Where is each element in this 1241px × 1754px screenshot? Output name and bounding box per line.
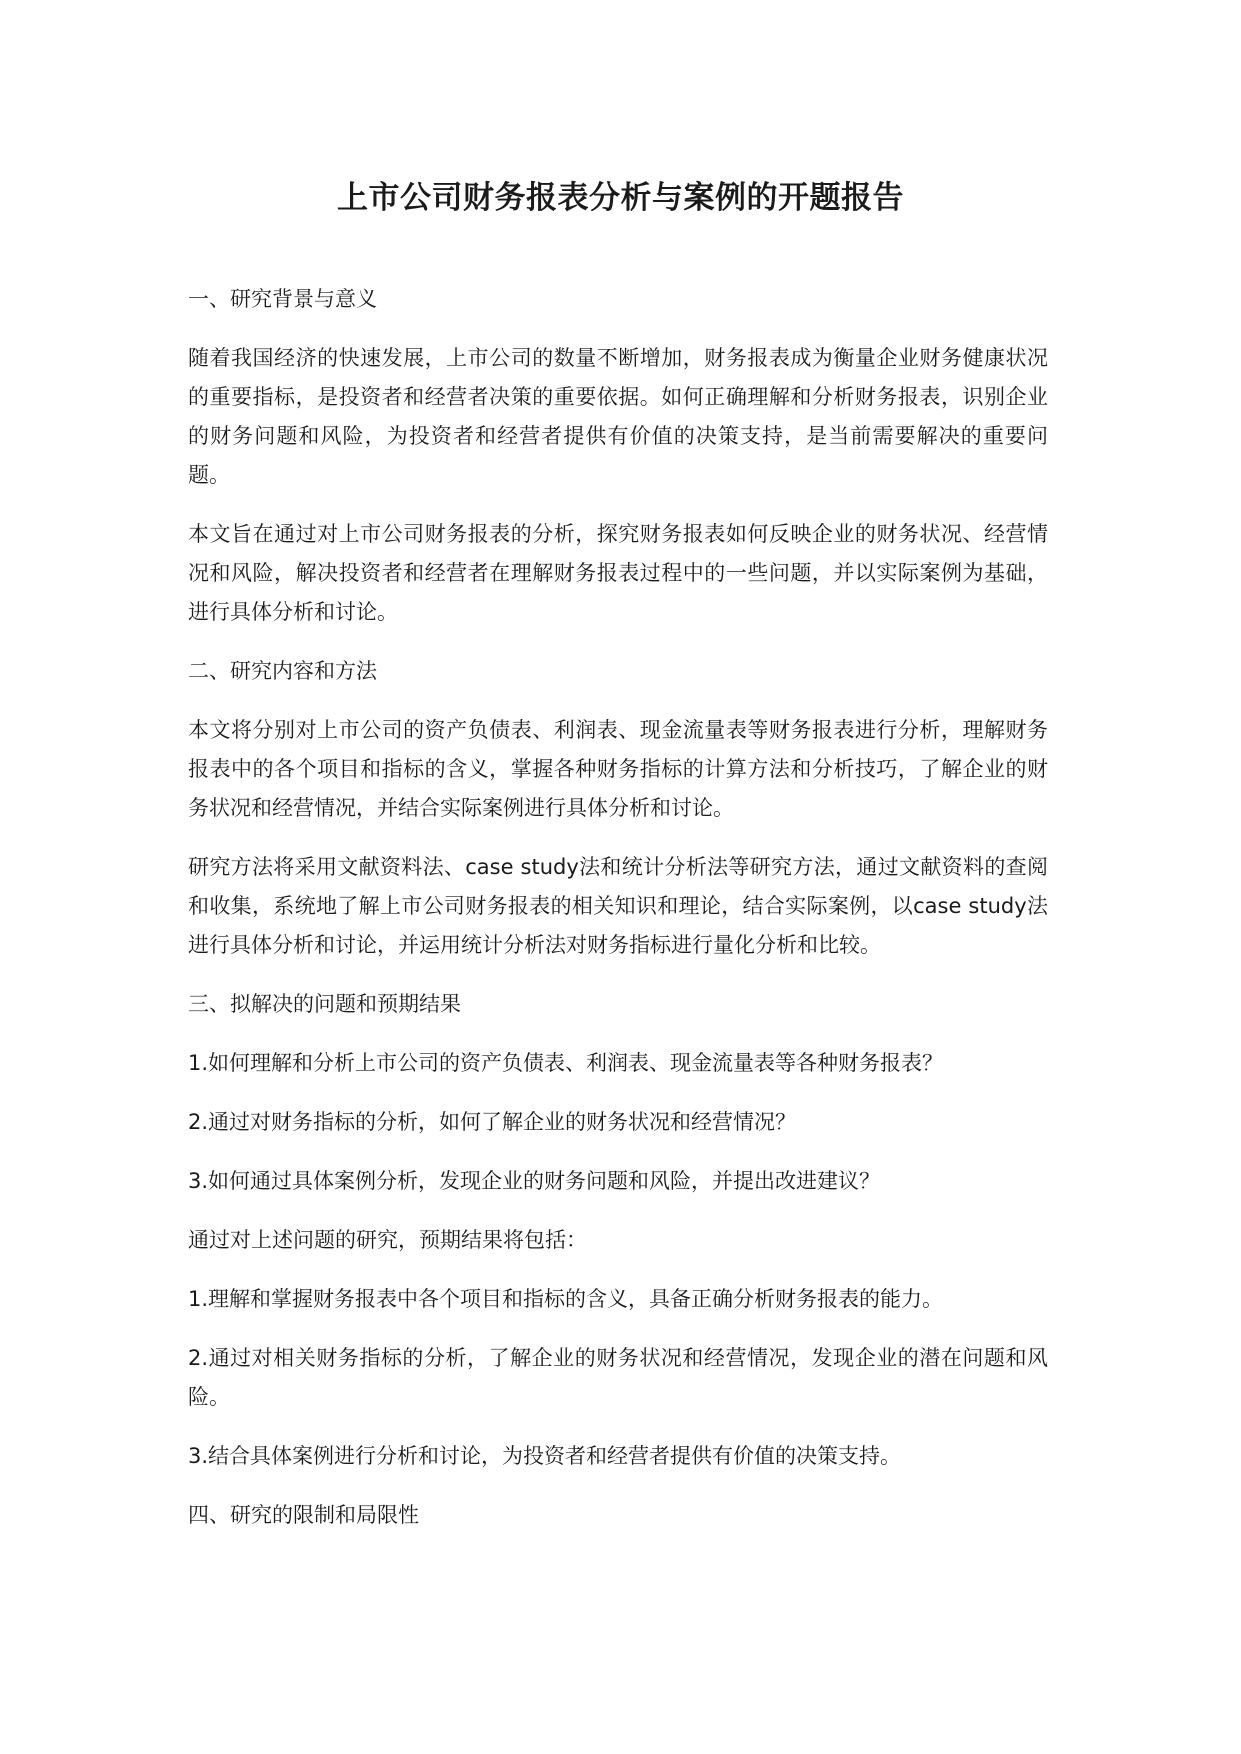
section-heading-problems-results: 三、拟解决的问题和预期结果 [188,992,461,1016]
paragraph: 本文将分别对上市公司的资产负债表、利润表、现金流量表等财务报表进行分析，理解财务报表中的各个项目和指标的含义，掌握各种财务指标的计算方法和分析技巧，了解企业的财务状况和经营情况，并结合实际案例进行具体分析和讨论。 [188,718,1048,820]
list-item: 1.如何理解和分析上市公司的资产负债表、利润表、现金流量表等各种财务报表？ [188,1051,944,1075]
document-body [188,280,1048,1555]
list-item: 2.通过对财务指标的分析，如何了解企业的财务状况和经营情况？ [188,1110,797,1134]
list-item: 3.结合具体案例进行分析和讨论，为投资者和经营者提供有价值的决策支持。 [188,1444,902,1468]
list-item: 2.通过对相关财务指标的分析，了解企业的财务状况和经营情况，发现企业的潜在问题和风险。 [188,1346,1048,1409]
document-title: 上市公司财务报表分析与案例的开题报告 [337,180,904,216]
paragraph: 本文旨在通过对上市公司财务报表的分析，探究财务报表如何反映企业的财务状况、经营情况和风险，解决投资者和经营者在理解财务报表过程中的一些问题，并以实际案例为基础，进行具体分析和讨论。 [188,522,1048,624]
list-item: 3.如何通过具体案例分析，发现企业的财务问题和风险，并提出改进建议？ [188,1169,881,1193]
paragraph: 通过对上述问题的研究，预期结果将包括： [188,1228,587,1252]
paragraph: 随着我国经济的快速发展，上市公司的数量不断增加，财务报表成为衡量企业财务健康状况的重要指标，是投资者和经营者决策的重要依据。如何正确理解和分析财务报表，识别企业的财务问题和风险，为投资者和经营者提供有价值的决策支持，是当前需要解决的重要问题。 [188,346,1048,487]
section-heading-limitations: 四、研究的限制和局限性 [188,1503,419,1527]
section-heading-content-methods: 二、研究内容和方法 [188,659,377,683]
section-heading-background: 一、研究背景与意义 [188,287,377,311]
list-item: 1.理解和掌握财务报表中各个项目和指标的含义，具备正确分析财务报表的能力。 [188,1287,944,1311]
paragraph: 研究方法将采用文献资料法、case study法和统计分析法等研究方法，通过文献资料的查阅和收集，系统地了解上市公司财务报表的相关知识和理论，结合实际案例，以case study法进行具体分析和讨论，并运用统计分析法对财务指标进行量化分析和比较。 [188,855,1048,957]
